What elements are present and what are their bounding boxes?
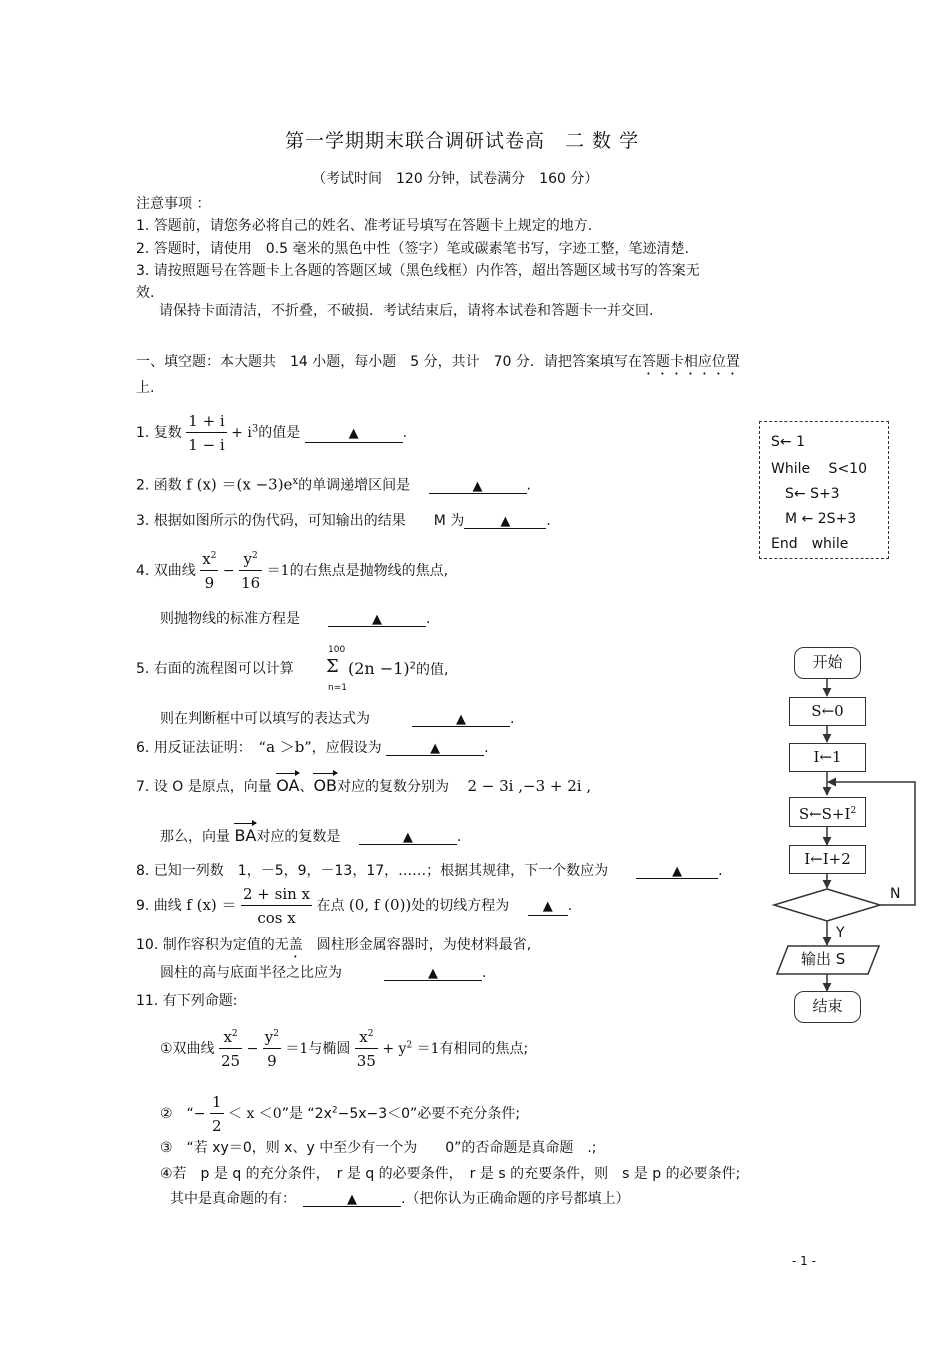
q11-answer-line <box>170 1192 629 1207</box>
q11-proposition-4: ④若 p 是 q 的充分条件， r 是 q 的必要条件， r 是 s 的充要条件，则 s 是 p 的必要条件; <box>160 1166 741 1182</box>
triangle-marker-icon: ▲ <box>672 864 683 879</box>
triangle-marker-icon: ▲ <box>472 478 483 494</box>
q11-answer-post: .（把你认为正确命题的序号都填上） <box>401 1191 630 1207</box>
question-8: 8. 已知一列数 1，－5，9，－13，17，……；根据其规律，下一个数应为 ▲ . <box>136 863 723 879</box>
q5-text: 的值, <box>416 662 449 678</box>
q8-answer-blank[interactable] <box>636 865 718 879</box>
q11-answer-pre: 其中是真命题的有： <box>170 1191 289 1207</box>
q1-answer-blank[interactable] <box>305 426 403 443</box>
triangle-marker-icon: ▲ <box>428 966 438 981</box>
flow-label-yes: Y <box>836 925 845 941</box>
q9-post: 处的切线方程为 <box>411 898 510 914</box>
q2-text: 的单调递增区间是 <box>298 477 411 494</box>
q9-num: 2 + sin x <box>242 885 311 903</box>
code-line-2: While S<10 <box>771 461 867 477</box>
flow-end: 结束 <box>794 991 861 1023</box>
q11-proposition-2 <box>160 1093 520 1135</box>
flow-s-update-sup: 2 <box>850 806 857 816</box>
q5-sum-lower: n=1 <box>328 683 347 693</box>
question-11: 11. 有下列命题: <box>136 993 238 1009</box>
flow-i-init: I←1 <box>789 743 866 772</box>
q11-p1-eq: ＝1 <box>285 1041 309 1057</box>
q11-p2-label: ② “− <box>160 1106 206 1122</box>
q3-text: 3. 根据如图所示的伪代码，可知输出的结果 M 为 <box>136 513 465 529</box>
q10-text-post: 圆柱形金属容器时，为使材料最省, <box>302 937 532 953</box>
q1-num: 1 + i <box>188 412 225 430</box>
q7-values: 2 − 3i ,−3 + 2i , <box>467 777 592 795</box>
q11-p2-expr: ＜ x ＜0 <box>228 1106 282 1122</box>
q4-sup-x: 2 <box>210 551 217 561</box>
question-4-line2: 则抛物线的标准方程是 ▲ . <box>160 611 431 627</box>
q2-expr: f (x) ＝(x −3)e <box>186 475 293 494</box>
q9-den: cos x <box>241 905 312 927</box>
q5-expr: (2n −1) <box>348 659 410 678</box>
q2-answer-blank[interactable] <box>429 480 527 494</box>
q1-fraction <box>186 412 226 454</box>
notice-4: 请保持卡面清洁，不折叠，不破损．考试结束后，请将本试卷和答题卡一并交回. <box>145 303 654 319</box>
q4-fraction-x <box>200 550 218 592</box>
flow-output: 输出 S <box>801 950 846 968</box>
q4-num-y: y <box>243 550 253 568</box>
q4-line2-text: 则抛物线的标准方程是 <box>160 611 300 627</box>
q6-expr: a ＞b <box>266 738 305 756</box>
q3-answer-blank[interactable] <box>464 515 546 529</box>
q11-p1-den-ellipse: 35 <box>355 1048 378 1070</box>
q4-sup-y: 2 <box>252 551 258 561</box>
flow-s-update <box>789 797 866 827</box>
q6-text: ”，应假设为 <box>304 740 382 756</box>
flow-i-update: I←I+2 <box>789 845 866 874</box>
q4-equals: ＝1 <box>266 563 290 579</box>
q10-text: 10. 制作容积为定值的无 <box>136 937 289 953</box>
question-7 <box>136 778 591 794</box>
q5-expression <box>348 661 448 677</box>
q11-p1-sup-y: 2 <box>273 1029 279 1039</box>
flow-label-no: N <box>890 886 901 902</box>
triangle-marker-icon: ▲ <box>456 712 466 727</box>
question-2: 2. 函数 f $(x) =(x -3)e^x$的单调递增区间是 ▲ . <box>136 475 531 494</box>
q4-den-y: 16 <box>239 570 262 592</box>
q7-line2-pre: 那么，向量 <box>160 829 230 845</box>
q11-p2-post2: −5x−3＜0”必要不充分条件; <box>337 1106 521 1122</box>
q11-p1-den-y: 9 <box>263 1048 281 1070</box>
question-10 <box>136 937 531 961</box>
q7-line2-post: 对应的复数是 <box>256 829 341 845</box>
section-heading-text: 一、填空题：本大题共 14 小题，每小题 5 分，共计 70 分．请把答案填写在 <box>136 354 642 370</box>
code-line-3: S← S+3 <box>771 486 840 502</box>
q9-point: (0, f (0)) <box>348 896 412 914</box>
q7-separator: 、 <box>299 779 314 795</box>
q4-num-x: x <box>202 550 211 568</box>
notice-1: 1. 答题前，请您务必将自己的姓名、准考证号填写在答题卡上规定的地方. <box>136 218 593 234</box>
q2-exponent: x <box>292 476 299 487</box>
question-3: 3. 根据如图所示的伪代码，可知输出的结果 M 为 ▲ . <box>136 513 551 529</box>
triangle-marker-icon: ▲ <box>500 514 511 529</box>
q2-label: 2. 函数 <box>136 477 182 494</box>
q9-text: 在点 <box>316 898 345 914</box>
notice-2: 2. 答题时，请使用 0.5 毫米的黑色中性（签字）笔或碳素笔书写，字迹工整，笔迹清楚. <box>136 241 689 257</box>
notice-3-cont: 效. <box>136 285 155 301</box>
q9-label: 9. 曲线 <box>136 898 182 914</box>
q8-text: 8. 已知一列数 1，－5，9，－13，17，……；根据其规律，下一个数应为 <box>136 863 609 879</box>
question-4: 4. 双曲线 $\frac{x^2}{9}$ − $\frac{y^2}{16}$ ＝1的右焦点是抛物线的焦点, <box>136 550 449 592</box>
q5-answer-blank[interactable] <box>412 713 510 727</box>
question-5 <box>136 662 294 676</box>
section-heading <box>136 354 740 378</box>
q11-p2-den: 2 <box>210 1113 224 1135</box>
q11-p1-num-x: x <box>223 1028 232 1046</box>
q10-line2-text: 圆柱的高与底面半径之比应为 <box>160 965 342 981</box>
q1-label: 1. 复数 <box>136 425 182 441</box>
triangle-marker-icon: ▲ <box>402 830 413 845</box>
vector-ob: OB <box>313 776 338 795</box>
code-line-1: S← 1 <box>771 434 805 450</box>
q11-p1-post: 有相同的焦点; <box>439 1041 529 1057</box>
q11-p1-sup-x: 2 <box>231 1029 238 1039</box>
triangle-marker-icon: ▲ <box>430 741 441 756</box>
q5-exponent: 2 <box>409 660 417 672</box>
q6-answer-blank[interactable] <box>386 742 484 756</box>
q7-text: 对应的复数分别为 <box>337 779 450 795</box>
q4-label: 4. 双曲线 <box>136 563 196 579</box>
q1-den: 1 − i <box>186 432 226 454</box>
vector-ba: BA <box>234 826 257 845</box>
flow-s-init: S←0 <box>789 697 866 726</box>
question-9: 9. 曲线 f (x) ＝ $\frac{\text{2 + sin x}}{\text{cos x}}$ 在点 (0, f (0))处的切线方程为 ▲ . <box>136 885 573 927</box>
q11-p2-sup: 2 <box>331 1105 338 1116</box>
question-6: 6. 用反证法证明： “a ＞b”，应假设为 ▲ . <box>136 738 489 756</box>
question-7-line2: 那么，向量 BA对应的复数是 ▲ . <box>160 826 462 845</box>
q11-p1-sup-ellipse: 2 <box>367 1029 374 1039</box>
question-10-line2: 圆柱的高与底面半径之比应为 ▲ . <box>160 965 487 981</box>
q5-sum-upper: 100 <box>328 645 346 655</box>
q9-fraction <box>241 885 312 927</box>
code-line-4: M ← 2S+3 <box>771 511 857 527</box>
q10-emphasis: 盖 <box>288 937 303 953</box>
pseudo-code-box <box>759 421 889 559</box>
q4-answer-blank[interactable] <box>328 613 426 627</box>
q11-p1-den-x: 25 <box>219 1048 242 1070</box>
triangle-marker-icon: ▲ <box>372 612 382 627</box>
q1-exponent: 3 <box>251 423 259 435</box>
section-heading-emphasis: 答题卡相应位置 <box>641 354 740 370</box>
flow-s-update-text: S←S+I <box>798 805 851 823</box>
flow-start: 开始 <box>794 647 861 679</box>
q11-proposition-1: ①双曲线 $\frac{x^2}{25}$ − $\frac{y^2}{9}$ ＝1与椭圆 $\frac{x^2}{35}$ + $y^2 =1$有相同的焦点; <box>160 1028 529 1070</box>
question-5-line2: 则在判断框中可以填写的表达式为 ▲ . <box>160 711 515 727</box>
triangle-marker-icon: ▲ <box>542 899 553 914</box>
vector-oa: OA <box>276 776 300 795</box>
q11-p1-fraction-y <box>263 1028 281 1070</box>
q11-p1-sup-y2: 2 <box>406 1040 413 1051</box>
q6-label: 6. 用反证法证明： “ <box>136 740 267 756</box>
page-number: - 1 - <box>792 1254 816 1268</box>
q11-p1-mid: 与椭圆 <box>308 1041 351 1057</box>
q11-answer-blank[interactable] <box>303 1193 401 1207</box>
q5-sigma: Σ <box>326 656 339 677</box>
code-line-5: End while <box>771 536 849 552</box>
q5-line2-text: 则在判断框中可以填写的表达式为 <box>160 711 370 727</box>
notice-3: 3. 请按照题号在答题卡上各题的答题区域（黑色线框）内作答，超出答题区域书写的答案无 <box>136 263 700 279</box>
question-1: 1. 复数 $\frac{1 + i}{1 - i}$ + $i^3$的值是 ▲ . <box>136 412 408 454</box>
q7-label: 7. 设 O 是原点，向量 <box>136 779 272 795</box>
q1-expr: + i <box>231 425 252 441</box>
triangle-marker-icon: ▲ <box>348 426 359 441</box>
notice-heading: 注意事项 ： <box>136 196 211 212</box>
q7-answer-blank[interactable] <box>359 831 457 845</box>
q11-proposition-3: ③ “若 xy＝0，则 x、y 中至少有一个为 0”的否命题是真命题 .; <box>160 1140 597 1156</box>
q11-p2-num: 1 <box>212 1093 222 1111</box>
q1-text: 的值是 <box>258 425 301 441</box>
section-heading-tail: 上. <box>136 380 155 396</box>
q11-p1-num-y: y <box>264 1028 274 1046</box>
q4-fraction-y <box>239 550 262 592</box>
q5-label: 5. 右面的流程图可以计算 <box>136 661 294 677</box>
q11-p1-fraction-x <box>219 1028 242 1070</box>
q4-text: 的右焦点是抛物线的焦点, <box>289 563 449 579</box>
q11-p1-label: ①双曲线 <box>160 1041 215 1057</box>
q11-p1-num-ellipse: x <box>359 1028 368 1046</box>
q9-answer-blank[interactable] <box>528 899 568 916</box>
q10-answer-blank[interactable] <box>384 967 482 981</box>
page-title: 第一学期期末联合调研试卷高 二 数 学 <box>285 130 640 152</box>
q11-p1-y: + y <box>382 1041 407 1057</box>
exam-info: （考试时间 120 分钟，试卷满分 160 分） <box>312 171 599 187</box>
q11-p1-eq2: ＝1 <box>416 1041 440 1057</box>
q11-p1-fraction-ellipse <box>355 1028 378 1070</box>
q11-p2-fraction <box>210 1093 224 1135</box>
q4-den-x: 9 <box>200 570 218 592</box>
triangle-marker-icon: ▲ <box>347 1192 357 1207</box>
q11-p2-post: ”是 “2x <box>281 1106 332 1122</box>
q9-expr: f (x) ＝ <box>186 896 237 914</box>
